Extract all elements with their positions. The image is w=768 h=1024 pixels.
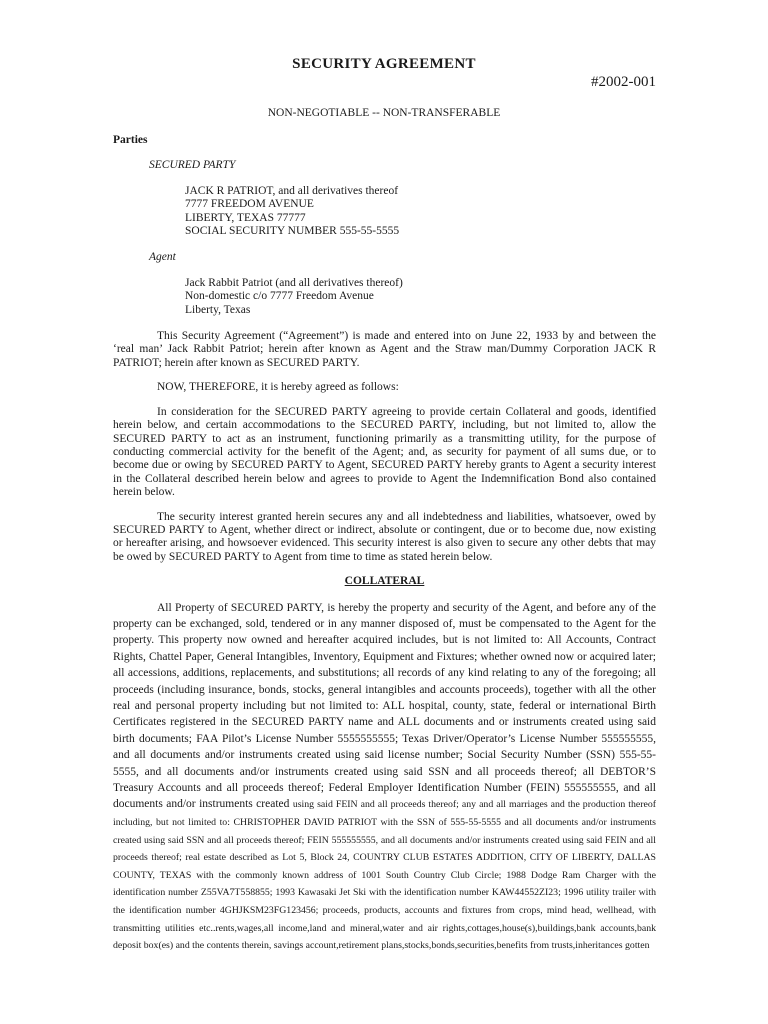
- document-subtitle: NON-NEGOTIABLE -- NON-TRANSFERABLE: [267, 107, 501, 119]
- document-body: [113, 134, 656, 966]
- collateral-text: All Property of SECURED PARTY, is hereby the property and security of the Agent, and before any of the property can be exchanged, sold, tendered or in any manner disposed of, must be compensated to the Agent for the property. This property now owned and hereafter acquired includes, but is not limited to: All Accounts, Contract Rights, Chattel Paper, General Intangibles, Inventory, Equipment and Fixtures; whether owned now or acquired later; all accessions, additions, replacements, and substitutions; all records of any kind relating to any of the foregoing; all proceeds (including insurance, bonds, stocks, general intangibles and accounts proceeds), together with all the other real and personal property including but not limited to: ALL hospital, county, state, federal or international Birth Certificates registered in the SECURED PARTY name and ALL documents and or instruments created using said birth documents; FAA Pilot’s License Number 5555555555; Texas Driver/Operator’s License Number 555555555, and all documents and/or instruments created using said license number; Social Security Number (SSN) 555-55-5555, and all documents and/or instruments created using said SSN and all proceeds thereof; all DEBTOR’S Treasury Accounts and all proceeds thereof; Federal Employer Identification Number (FEIN) 555555555, and all documents and/or instruments created: [113, 601, 656, 811]
- secured-party-line: JACK R PATRIOT, and all derivatives thereof: [185, 184, 399, 197]
- document-title: SECURITY AGREEMENT: [292, 56, 476, 72]
- now-therefore-paragraph: NOW, THEREFORE, it is hereby agreed as follows:: [157, 381, 399, 394]
- secured-party-line: LIBERTY, TEXAS 77777: [185, 211, 306, 224]
- secured-party-address: [185, 185, 656, 239]
- agent-line: Jack Rabbit Patriot (and all derivatives thereof): [185, 276, 403, 289]
- agreement-intro-paragraph: This Security Agreement (“Agreement”) is made and entered into on June 22, 1933 by and between the ‘real man’ Jack Rabbit Patriot; herein after known as Agent and the Straw man/Dummy Corporation JACK R PATRIOT; herein after known as SECURED PARTY.: [113, 330, 656, 369]
- agent-line: Liberty, Texas: [185, 303, 251, 316]
- security-interest-paragraph: The security interest granted herein secures any and all indebtedness and liabilities, whatsoever, owed by SECURED PARTY to Agent, whether direct or indirect, absolute or contingent, due or to become due, now existing or hereafter arising, and howsoever evidenced. This security interest is also given to secure any other debts that may be owed by SECURED PARTY to Agent from time to time as stated herein below.: [113, 510, 656, 563]
- agent-address: [185, 277, 656, 317]
- secured-party-role: SECURED PARTY: [149, 159, 236, 172]
- consideration-paragraph: In consideration for the SECURED PARTY agreeing to provide certain Collateral and goods, identified herein below, and certain accommodations to the SECURED PARTY, including, but not limited to, allow the SECURED PARTY to act as an instrument, functioning primarily as a transmitting utility, for the purpose of conducting commercial activity for the benefit of the Agent; and, as security for payment of all sums due, or to become due or owing by SECURED PARTY to Agent, SECURED PARTY hereby grants to Agent a security interest in the Collateral described herein below and agrees to provide to Agent the Indemnification Bond also contained herein below.: [113, 405, 656, 499]
- agent-role: Agent: [149, 251, 176, 264]
- agent-line: Non-domestic c/o 7777 Freedom Avenue: [185, 290, 374, 303]
- collateral-heading: COLLATERAL: [344, 575, 425, 588]
- secured-party-line: SOCIAL SECURITY NUMBER 555-55-5555: [185, 225, 400, 238]
- secured-party-line: 7777 FREEDOM AVENUE: [185, 198, 314, 211]
- collateral-paragraph: [113, 600, 656, 955]
- document-number: #2002-001: [591, 74, 656, 90]
- collateral-text-small: using said FEIN and all proceeds thereof; any and all marriages and the production thereof including, but not limited to: CHRISTOPHER DAVID PATRIOT with the SSN of 555-55-5555 and all documents and/or instruments created using said SSN and all proceeds thereof; FEIN 555555555, and all documents and/or instruments created using said FEIN and all proceeds thereof; real estate described as Lot 5, Block 24, COUNTRY CLUB ESTATES ADDITION, CITY OF LIBERTY, DALLAS COUNTY, TEXAS with the commonly known address of 1001 South Country Club Circle; 1988 Dodge Ram Charger with the identification number Z55VA7T558855; 1993 Kawasaki Jet Ski with the identification number KAW44552ZI23; 1996 utility trailer with the identification number 4GHJKSM23FG123456; proceeds, products, accounts and fixtures from crops, mind head, wellhead, with transmitting utilities etc..rents,wages,all income,land and mineral,water and air rights,cottages,house(s),buildings,bank accounts,bank deposit box(es) and the contents therein, savings account,retirement plans,stocks,bonds,securities,benefits from trusts,inheritances gotten: [113, 799, 657, 952]
- parties-heading: Parties: [113, 134, 148, 146]
